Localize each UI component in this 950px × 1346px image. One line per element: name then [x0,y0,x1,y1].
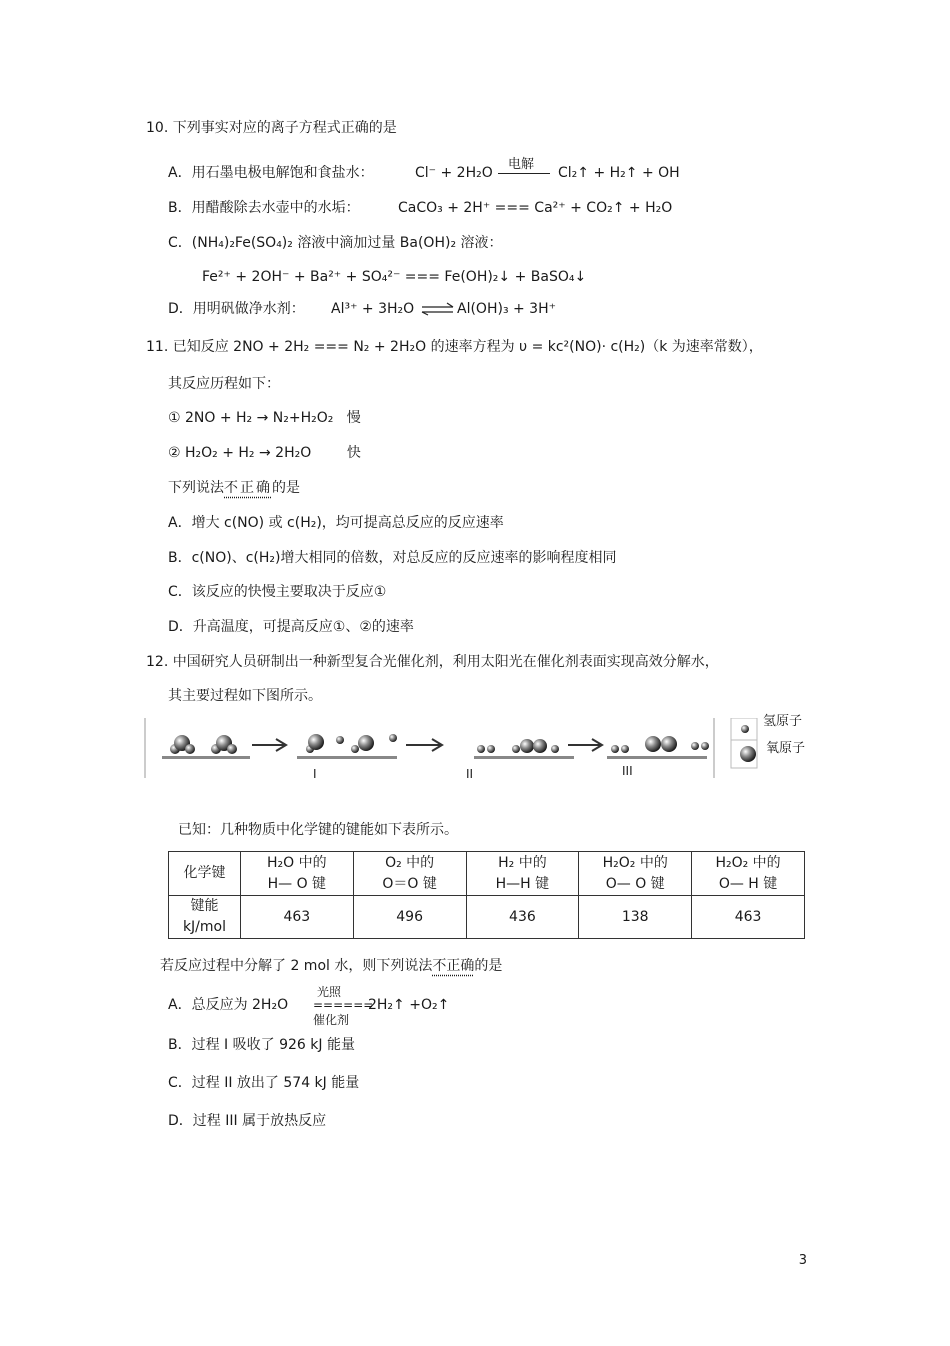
q12-option-a-post: 2H₂↑ +O₂↑ [368,997,450,1013]
legend-hydrogen-label: 氢原子 [763,714,803,729]
catalyst-surface-4 [607,756,707,759]
table-header-cell: H₂O₂ 中的 O— H 键 [692,852,805,896]
bond-energy-table [168,851,805,939]
q10-option-b[interactable] [168,198,360,218]
q12-option-d[interactable]: D．过程 III 属于放热反应 [168,1113,327,1129]
q10-b-equation: CaCO₃ + 2H⁺ === Ca²⁺ + CO₂↑ + H₂O [398,200,673,216]
q10-a-rhs: Cl₂↑ + H₂↑ + OH [558,165,680,181]
legend-oxygen-label: 氧原子 [766,741,806,756]
q12-ask [160,956,502,976]
q10-option-c[interactable] [168,233,503,253]
q10-d-text: 用明矾做净水剂： [192,301,305,317]
q10-c-label: C． [168,235,192,251]
q11-option-a[interactable]: A．增大 c(NO) 或 c(H₂)，均可提高总反应的反应速率 [168,515,504,531]
catalyst-surface-2 [297,756,397,759]
q12-ask-pre: 若反应过程中分解了 2 mol 水，则下列说法 [160,958,433,974]
q11-step-1: ① 2NO + H₂ → N₂+H₂O₂ 慢 [168,410,361,426]
stage-label-1: I [313,767,317,781]
q10-stem: 10. 下列事实对应的离子方程式正确的是 [146,120,397,136]
table-header-cell: O₂ 中的 O＝O 键 [353,852,466,896]
q11-ask-post: 的是 [272,480,300,496]
oxygen-atom-icon [740,746,756,762]
table-cell: 496 [353,896,466,939]
q11-option-b[interactable]: B．c(NO)、c(H₂)增大相同的倍数，对总反应的反应速率的影响程度相同 [168,550,617,566]
q11-ask [168,478,300,498]
table-cell: 138 [579,896,692,939]
q11-step-2: ② H₂O₂ + H₂ → 2H₂O 快 [168,445,361,461]
q12-option-a-pre[interactable]: A．总反应为 2H₂O [168,997,289,1013]
table-row [169,896,805,939]
q12-stem: 12. 中国研究人员研制出一种新型复合光催化剂，利用太阳光在催化剂表面实现高效分解水， [146,654,719,670]
photocatalysis-diagram [144,718,834,782]
stage-3-atoms [611,736,709,753]
table-header-label: 化学键 [169,852,241,896]
table-header-row [169,852,805,896]
q11-ask-emphasis: 不正确 [224,480,272,496]
q10-a-text: 用石墨电极电解饱和食盐水： [191,165,374,181]
catalyst-surface-1 [162,756,250,759]
catalyst-surface-3 [474,756,574,759]
q10-d-lhs: Al³⁺ + 3H₂O [331,301,415,317]
q12-ask-emphasis: 不正确 [432,958,475,974]
q11-stem: 11. 已知反应 2NO + 2H₂ === N₂ + 2H₂O 的速率方程为 υ = kc²(NO)· c(H₂)（k 为速率常数）， [146,339,763,355]
q10-option-a[interactable] [168,163,374,183]
hydrogen-atom-icon [741,725,749,733]
arrow-right-icon [406,739,442,751]
q10-a-condition: 电解 [508,157,535,172]
stage-1-atoms [306,734,397,753]
q10-a-label: A． [168,165,192,181]
q12-a-condition-bottom: 催化剂 [313,1013,350,1027]
q11-option-c[interactable]: C．该反应的快慢主要取决于反应① [168,584,387,600]
q10-a-lhs: Cl⁻ + 2H₂O [415,165,493,181]
q12-known: 已知：几种物质中化学键的键能如下表所示。 [178,822,458,838]
electrolysis-bar [498,173,550,174]
page-number: 3 [798,1253,807,1268]
q12-a-condition-top: 光照 [317,985,342,999]
table-header-cell: H₂O 中的 H— O 键 [240,852,353,896]
table-cell: 463 [240,896,353,939]
q10-option-d[interactable] [168,299,305,319]
q12-option-c[interactable]: C．过程 II 放出了 574 kJ 能量 [168,1075,360,1091]
q11-stem-2: 其反应历程如下： [168,376,280,392]
q12-option-b[interactable]: B．过程 I 吸收了 926 kJ 能量 [168,1037,355,1053]
arrow-right-icon [252,739,286,751]
stage-2-atoms [477,739,559,753]
q12-ask-post: 的是 [474,958,503,974]
q10-b-label: B． [168,200,192,216]
q12-a-condition-equals: ====== [313,998,374,1012]
q10-c-equation: Fe²⁺ + 2OH⁻ + Ba²⁺ + SO₄²⁻ === Fe(OH)₂↓ + BaSO₄↓ [202,269,587,285]
q12-stem-2: 其主要过程如下图所示。 [168,688,322,704]
q10-d-rhs: Al(OH)₃ + 3H⁺ [457,301,557,317]
table-cell: 463 [692,896,805,939]
q11-ask-pre: 下列说法 [168,480,224,496]
q10-c-text: (NH₄)₂Fe(SO₄)₂ 溶液中滴加过量 Ba(OH)₂ 溶液： [191,235,503,251]
arrow-right-icon [568,739,602,751]
stage-label-2: II [466,767,474,781]
table-row-label: 键能 kJ/mol [169,896,241,939]
equilibrium-arrow-icon [421,302,455,316]
stage-label-3: III [622,764,633,778]
q11-option-d[interactable]: D．升高温度，可提高反应①、②的速率 [168,619,414,635]
q10-d-label: D． [168,301,193,317]
table-cell: 436 [466,896,579,939]
q10-b-text: 用醋酸除去水壶中的水垢： [191,200,360,216]
water-molecule-group [170,735,237,754]
table-header-cell: H₂ 中的 H—H 键 [466,852,579,896]
table-header-cell: H₂O₂ 中的 O— O 键 [579,852,692,896]
